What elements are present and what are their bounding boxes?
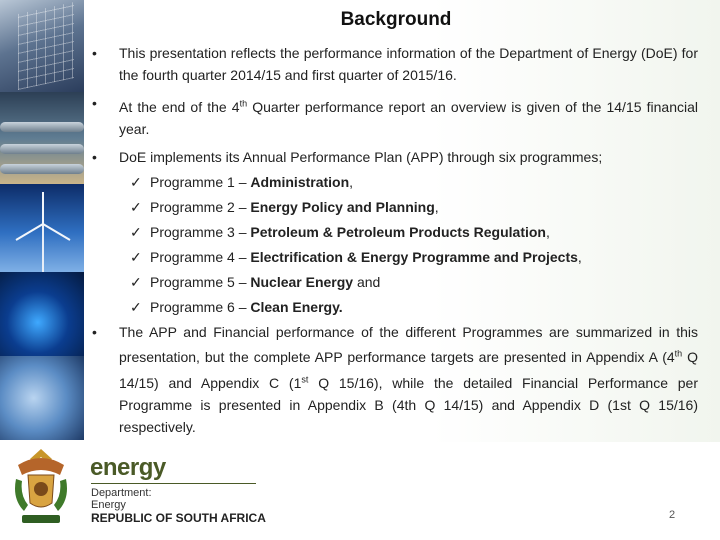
programme-item: ✓ Programme 3 – Petroleum & Petroleum Products Regulation, [92, 221, 698, 243]
gas-flame-image [0, 272, 84, 356]
programme-item: ✓ Programme 5 – Nuclear Energy and [92, 271, 698, 293]
programme-item: ✓ Programme 6 – Clean Energy. [92, 296, 698, 318]
check-icon: ✓ [130, 223, 142, 240]
bullet-text: DoE implements its Annual Performance Plan (APP) through six programmes; [119, 148, 603, 165]
slide-content [92, 42, 698, 438]
check-icon: ✓ [130, 298, 142, 315]
programme-item: ✓ Programme 2 – Energy Policy and Planning, [92, 196, 698, 218]
bullet-icon: • [92, 45, 97, 61]
check-icon: ✓ [130, 273, 142, 290]
bullet-item [92, 321, 698, 438]
page-number: 2 [669, 509, 676, 521]
bullet-item [92, 92, 698, 140]
bullet-item [92, 42, 698, 86]
slide-title: Background [340, 9, 452, 30]
check-icon: ✓ [130, 248, 142, 265]
bullet-text: The APP and Financial performance of the different Programmes are summarized in this presentation, but the complete APP performance targets are presented in Appendix A (4th Q 14/15) and Appendix C (1st Q 15/16), while the detailed Financial Performance per Programme is presented in Appendix B (4th Q 14/15) and Appendix D (1st Q 15/16) respectively. [119, 323, 699, 435]
bullet-text: This presentation reflects the performance information of the Department of Energy (DoE) for the fourth quarter 2014/15 and first quarter of 2015/16. [119, 45, 698, 83]
bullet-icon: • [92, 95, 97, 111]
energy-bulb-image [0, 356, 84, 440]
pipeline-image [0, 92, 84, 184]
bullet-item [92, 146, 698, 168]
logo-divider [91, 483, 256, 484]
energy-photo-strip [0, 0, 84, 440]
check-icon: ✓ [130, 198, 142, 215]
check-icon: ✓ [130, 173, 142, 190]
logo-department-label: Department: [91, 487, 152, 499]
wind-turbine-image [0, 184, 84, 272]
programme-item: ✓ Programme 4 – Electrification & Energy Programme and Projects, [92, 246, 698, 268]
programme-item: ✓ Programme 1 – Administration, [92, 171, 698, 193]
logo-country-name: REPUBLIC OF SOUTH AFRICA [91, 511, 266, 525]
coat-of-arms-icon [8, 445, 74, 531]
bullet-icon: • [92, 323, 97, 340]
energy-wordmark: energy [90, 454, 166, 481]
logo-department-name: Energy [91, 499, 126, 511]
bullet-text: At the end of the 4th Quarter performance report an overview is given of the 14/15 financial year. [119, 98, 699, 137]
bullet-icon: • [92, 148, 97, 165]
